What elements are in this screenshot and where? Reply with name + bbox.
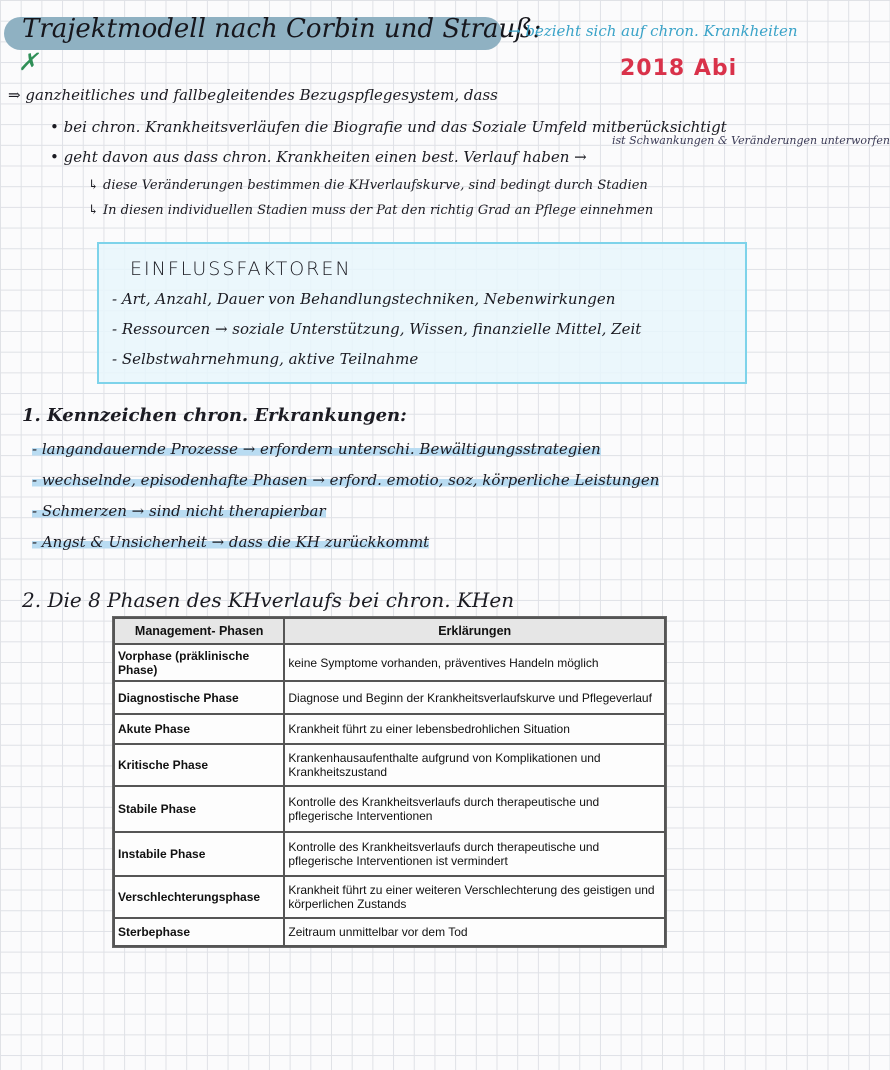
phase-name: Instabile Phase bbox=[114, 832, 284, 876]
phase-name: Kritische Phase bbox=[114, 744, 284, 786]
table-row bbox=[114, 876, 665, 918]
phase-explanation: Diagnose und Beginn der Krankheitsverlaufskurve und Pflegeverlauf bbox=[284, 681, 665, 714]
table-row bbox=[114, 832, 665, 876]
phase-explanation: Kontrolle des Krankheitsverlaufs durch therapeutische und pflegerische Interventionen ist vermindert bbox=[284, 832, 665, 876]
factors-heading: EINFLUSSFAKTOREN bbox=[130, 258, 352, 280]
table-row bbox=[114, 714, 665, 744]
phase-name: Akute Phase bbox=[114, 714, 284, 744]
table-row bbox=[114, 681, 665, 714]
characteristic-item: - wechselnde, episodenhafte Phasen → erford. emotio, soz, körperliche Leistungen bbox=[32, 471, 660, 489]
phase-name: Verschlechterungsphase bbox=[114, 876, 284, 918]
phase-name: Sterbephase bbox=[114, 918, 284, 946]
table-row bbox=[114, 644, 665, 681]
phase-explanation: Krankheit führt zu einer weiteren Verschlechterung des geistigen und körperlichen Zustands bbox=[284, 876, 665, 918]
phase-name: Vorphase (präklinische Phase) bbox=[114, 644, 284, 681]
section-1-heading: 1. Kennzeichen chron. Erkrankungen: bbox=[22, 405, 407, 426]
table-header-row bbox=[114, 618, 665, 644]
page-title: Trajektmodell nach Corbin und Strauß: bbox=[22, 14, 542, 44]
table-row bbox=[114, 786, 665, 832]
table-row bbox=[114, 918, 665, 946]
phases-table bbox=[113, 617, 666, 947]
subline-care: ↳ In diesen individuellen Stadien muss der Pat den richtig Grad an Pflege einnehmen bbox=[88, 203, 654, 218]
characteristic-item: - langandauernde Prozesse → erfordern unterschi. Bewältigungsstrategien bbox=[32, 440, 601, 458]
column-header-phases: Management- Phasen bbox=[114, 618, 284, 644]
phase-explanation: keine Symptome vorhanden, präventives Handeln möglich bbox=[284, 644, 665, 681]
characteristic-item: - Angst & Unsicherheit → dass die KH zurückkommt bbox=[32, 533, 430, 551]
section-2-heading: 2. Die 8 Phasen des KHverlaufs bei chron. KHen bbox=[22, 588, 515, 612]
intro-line: ⇒ ganzheitliches und fallbegleitendes Bezugspflegesystem, dass bbox=[8, 86, 498, 104]
title-note: → bezieht sich auf chron. Krankheiten bbox=[508, 22, 798, 40]
bullet-biography: • bei chron. Krankheitsverläufen die Biografie und das Soziale Umfeld mitberücksichtigt bbox=[50, 118, 727, 136]
characteristic-item: - Schmerzen → sind nicht therapierbar bbox=[32, 502, 326, 520]
phase-name: Stabile Phase bbox=[114, 786, 284, 832]
bullet-side-note: ist Schwankungen & Veränderungen unterworfen bbox=[612, 134, 890, 147]
subline-stages: ↳ diese Veränderungen bestimmen die KHverlaufskurve, sind bedingt durch Stadien bbox=[88, 178, 648, 193]
factor-item: - Ressourcen → soziale Unterstützung, Wissen, finanzielle Mittel, Zeit bbox=[112, 320, 642, 338]
phase-explanation: Zeitraum unmittelbar vor dem Tod bbox=[284, 918, 665, 946]
bullet-course: • geht davon aus dass chron. Krankheiten einen best. Verlauf haben → bbox=[50, 148, 587, 166]
year-note: 2018 Abi bbox=[620, 56, 738, 81]
phase-explanation: Kontrolle des Krankheitsverlaufs durch therapeutische und pflegerische Interventionen bbox=[284, 786, 665, 832]
phase-name: Diagnostische Phase bbox=[114, 681, 284, 714]
column-header-explanations: Erklärungen bbox=[284, 618, 665, 644]
factor-item: - Art, Anzahl, Dauer von Behandlungstechniken, Nebenwirkungen bbox=[112, 290, 616, 308]
table-row bbox=[114, 744, 665, 786]
phase-explanation: Krankenhausaufenthalte aufgrund von Komplikationen und Krankheitszustand bbox=[284, 744, 665, 786]
phase-explanation: Krankheit führt zu einer lebensbedrohlichen Situation bbox=[284, 714, 665, 744]
factor-item: - Selbstwahrnehmung, aktive Teilnahme bbox=[112, 350, 419, 368]
check-mark-icon: ✗ bbox=[18, 48, 39, 76]
